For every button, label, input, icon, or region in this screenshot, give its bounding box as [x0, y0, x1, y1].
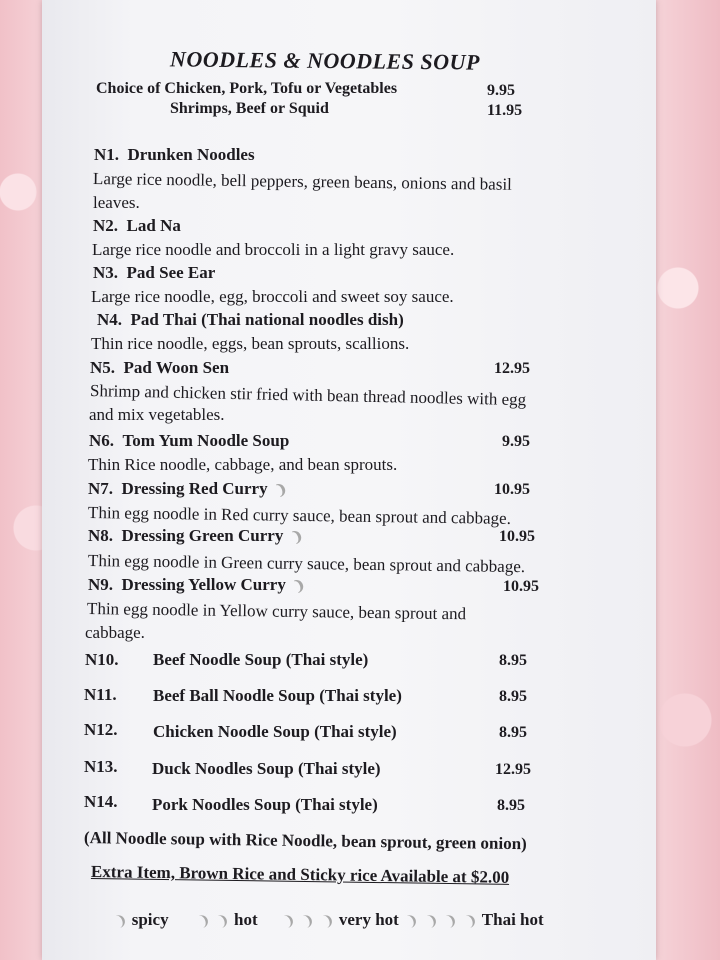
chili-pepper-icon: ❩ — [273, 481, 290, 500]
item-name: Dressing Green Curry — [121, 526, 284, 545]
chili-pepper-icon: ❩ — [289, 528, 306, 547]
item-code: N2. — [93, 216, 119, 235]
item-code: N10. — [85, 650, 119, 669]
item-code: N3. — [93, 263, 119, 282]
item-description: Thin rice noodle, eggs, bean sprouts, scallions. — [91, 334, 410, 353]
menu-item-n8 — [88, 526, 307, 546]
item-description: and mix vegetables. — [89, 405, 225, 424]
item-code: N1. — [94, 145, 120, 164]
menu-item-n7 — [88, 479, 292, 499]
item-description: Large rice noodle and broccoli in a light gravy sauce. — [92, 240, 455, 259]
item-code: N9. — [88, 575, 114, 594]
item-name: Dressing Yellow Curry — [121, 575, 286, 594]
menu-item-n6 — [89, 431, 289, 451]
legend-very-hot: very hot — [338, 910, 399, 929]
item-price: 12.95 — [494, 360, 530, 377]
item-price: 8.95 — [499, 688, 527, 705]
pink-fur-background-right — [650, 0, 720, 960]
menu-item-n9 — [88, 575, 310, 595]
item-name: Duck Noodles Soup (Thai style) — [152, 759, 381, 778]
item-price: 10.95 — [494, 481, 530, 498]
item-price: 8.95 — [497, 797, 525, 814]
item-description: Thin egg noodle in Green curry sauce, bean sprout and cabbage. — [87, 551, 526, 577]
menu-item-n4 — [97, 310, 404, 330]
menu-item-n2 — [93, 216, 181, 236]
choice-price-1: 9.95 — [487, 82, 515, 99]
extra-items-note: Extra Item, Brown Rice and Sticky rice Available at $2.00 — [90, 862, 510, 887]
item-name: Pad Thai (Thai national noodles dish) — [130, 310, 404, 329]
item-code: N8. — [88, 526, 114, 545]
item-code: N4. — [97, 310, 123, 329]
choice-line-1: Choice of Chicken, Pork, Tofu or Vegetables — [96, 80, 398, 97]
item-code: N7. — [88, 479, 114, 498]
choice-price-2: 11.95 — [487, 102, 523, 119]
chili-pepper-icon: ❩ — [301, 912, 318, 931]
item-name: Pad See Ear — [126, 263, 216, 282]
item-name: Drunken Noodles — [127, 145, 255, 164]
chili-pepper-icon: ❩ — [320, 912, 338, 931]
item-name: Dressing Red Curry — [121, 479, 268, 498]
item-price: 10.95 — [503, 578, 539, 595]
item-code: N14. — [84, 792, 118, 811]
item-name: Pork Noodles Soup (Thai style) — [152, 795, 378, 814]
item-name: Chicken Noodle Soup (Thai style) — [153, 722, 397, 741]
item-name: Lad Na — [126, 216, 181, 235]
legend-hot: hot — [234, 910, 258, 929]
item-code: N5. — [90, 358, 116, 377]
item-price: 10.95 — [499, 528, 535, 545]
chili-pepper-icon: ❩ — [463, 912, 480, 931]
chili-pepper-icon: ❩ — [216, 912, 233, 931]
chili-pepper-icon: ❩ — [444, 912, 461, 931]
chili-pepper-icon: ❩ — [424, 912, 441, 931]
item-description: Thin egg noodle in Red curry sauce, bean sprout and cabbage. — [87, 503, 512, 528]
menu-item-n3 — [93, 263, 215, 283]
item-code: N13. — [84, 757, 118, 776]
item-name: Beef Noodle Soup (Thai style) — [153, 650, 369, 669]
item-code: N11. — [84, 685, 117, 704]
item-name: Pad Woon Sen — [123, 358, 230, 377]
item-name: Tom Yum Noodle Soup — [122, 431, 290, 450]
item-description: Thin Rice noodle, cabbage, and bean sprouts. — [88, 455, 398, 474]
item-price: 12.95 — [495, 761, 531, 778]
item-code: N6. — [89, 431, 115, 450]
item-code: N12. — [84, 720, 118, 739]
choice-line-2: Shrimps, Beef or Squid — [170, 100, 329, 117]
menu-section-title: NOODLES & NOODLES SOUP — [169, 46, 480, 75]
item-name: Beef Ball Noodle Soup (Thai style) — [153, 686, 402, 705]
item-description: Thin egg noodle in Yellow curry sauce, bean sprout and — [86, 599, 467, 624]
spice-legend — [112, 910, 544, 930]
item-description: Large rice noodle, bell peppers, green beans, onions and basil — [92, 169, 512, 194]
chili-pepper-icon: ❩ — [113, 912, 130, 931]
menu-item-n5 — [90, 358, 229, 378]
item-price: 8.95 — [499, 652, 527, 669]
chili-pepper-icon: ❩ — [196, 912, 213, 931]
item-price: 9.95 — [502, 433, 530, 450]
legend-spicy: spicy — [131, 910, 169, 929]
chili-pepper-icon: ❩ — [281, 912, 298, 931]
item-description: cabbage. — [85, 623, 145, 642]
chili-pepper-icon: ❩ — [404, 912, 421, 931]
item-description: Large rice noodle, egg, broccoli and sweet soy sauce. — [91, 287, 454, 306]
item-description: Shrimp and chicken stir fried with bean thread noodles with egg — [89, 381, 527, 410]
item-price: 8.95 — [499, 724, 527, 741]
chili-pepper-icon: ❩ — [291, 577, 309, 596]
menu-item-n1 — [94, 145, 255, 165]
noodle-soup-note: (All Noodle soup with Rice Noodle, bean sprout, green onion) — [83, 828, 527, 854]
legend-thai-hot: Thai hot — [481, 910, 544, 929]
item-description: leaves. — [93, 193, 140, 212]
